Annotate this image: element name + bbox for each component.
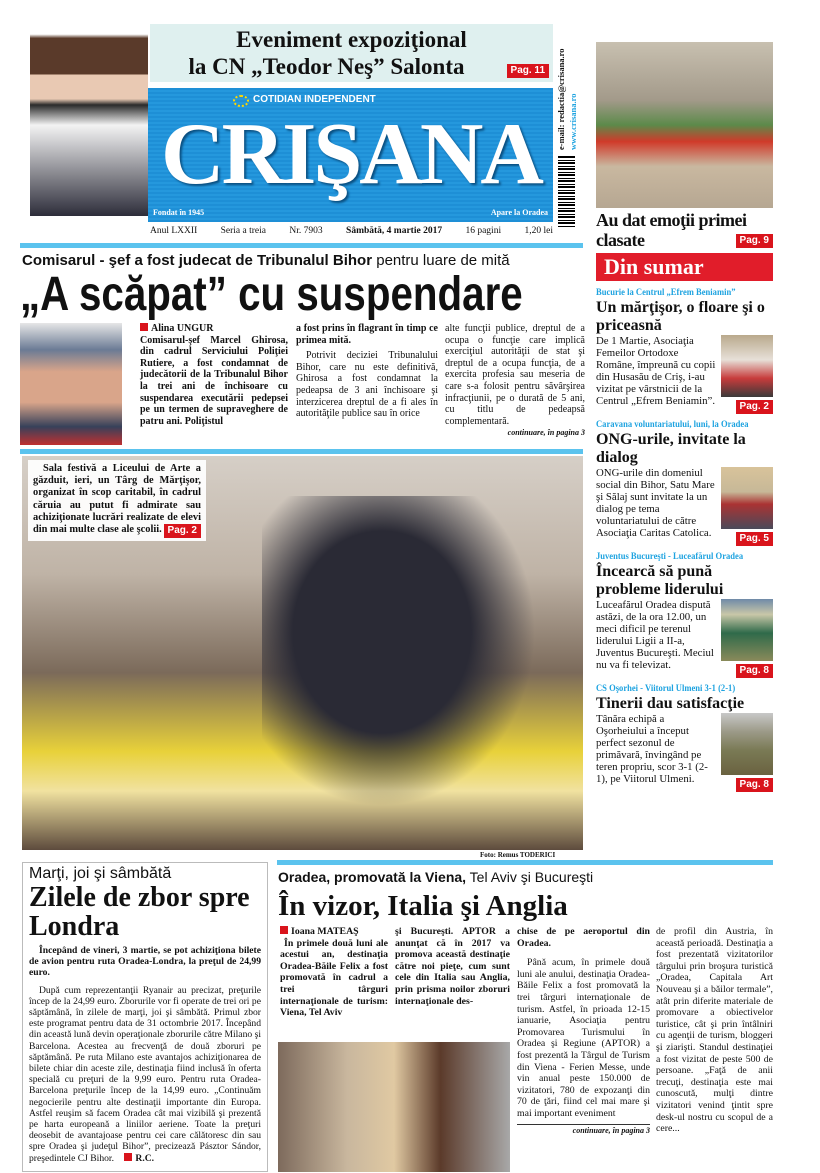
- headline: Zilele de zbor spre Londra: [29, 882, 250, 942]
- body-text: alte funcţii publice, dreptul de a ocupa o funcţie care implică exerciţiul autorităţii de stat şi dreptul de a ocupa funcţia, de a exercita profesia sau meseria de care s-a folosit pentru săvârşirea infracţiunii, pe o durată de 5 ani, cu titlu de pedeapsă complementară.: [445, 323, 585, 427]
- contact-vertical: [556, 30, 580, 150]
- tourism-fair-photo: [278, 1042, 510, 1172]
- masthead-title: CRIŞANA: [161, 106, 541, 203]
- issue-date: Sâmbătă, 4 martie 2017: [346, 226, 443, 236]
- teaser-line1: Eveniment expoziţional: [236, 27, 467, 52]
- lead-kicker: [22, 252, 510, 269]
- issue-info: [150, 225, 553, 237]
- headline: ONG-urile, invitate la dialog: [596, 431, 746, 466]
- continued-link[interactable]: continuare, în pagina 3: [507, 428, 585, 438]
- headline: Încearcă să pună probleme liderului: [596, 563, 724, 598]
- appears: Apare la Oradea: [490, 208, 548, 217]
- founded: Fondat în 1945: [153, 208, 205, 217]
- tourism-headline[interactable]: În vizor, Italia şi Anglia: [278, 890, 568, 922]
- lead-paragraph-bold: a fost prins în flagrant în timp ce primea mită.: [296, 323, 438, 346]
- lead-col3: [445, 323, 585, 439]
- page-ref[interactable]: Pag. 8: [736, 664, 773, 678]
- byline-marker-icon: [280, 926, 288, 934]
- byline-marker-icon: [140, 323, 148, 331]
- story-photo: [721, 599, 773, 661]
- kicker: Juventus Bucureşti - Luceafărul Oradea: [596, 552, 744, 562]
- text: De 1 Martie, Asociaţia Femeilor Ortodoxe Române, împreună cu copii din Husasău de Criş, i-au vizitat pe vârstnicii de la Centrul „Efrem Beniamin”.: [596, 335, 716, 407]
- kicker-bold: Comisarul - şef a fost judecat de Tribunalul Bihor: [22, 252, 373, 269]
- headline: Tinerii dau satisfacţie: [596, 695, 745, 712]
- story-photo: [721, 713, 773, 775]
- kicker-rest: pentru luare de mită: [372, 252, 510, 269]
- teaser-line2: la CN „Teodor Neş” Salonta: [188, 54, 465, 79]
- masthead-tagline: COTIDIAN INDEPENDENT: [253, 94, 376, 105]
- author: R.C.: [135, 1152, 155, 1164]
- story-photo: [721, 335, 773, 397]
- summary-list: [596, 287, 773, 792]
- issue-pages: 16 pagini: [465, 226, 502, 236]
- tourism-col4: [656, 926, 773, 1135]
- flights-story[interactable]: [22, 862, 268, 1172]
- photo-caption[interactable]: [28, 460, 206, 541]
- policeman-photo: [20, 323, 122, 445]
- story-photo: [721, 467, 773, 529]
- email-link[interactable]: e-mail: redactia@crisana.ro: [556, 48, 566, 150]
- kicker-rest: Tel Aviv şi Bucureşti: [466, 869, 594, 885]
- body-text: După cum reprezentanţii Ryanair au precizat, preţurile încep de la 24,99 euro. Zborurile vor fi operate de trei ori pe săptămână, în zilele de marţi, joi şi sâmbătă. Primul zbor este programat pentru data de 31 octombrie 2017. Începând din această lună devin operaţionale zborurile către Milano şi Barcelona. Acestea au frecvenţă de două zboruri pe săptămână. Pe ruta Milano este avantajos achiziţionarea de bilete chiar din aceste zile, destinaţia fiind inclusă în oferta specială cu preţuri de la 9,99 euro. Pentru ruta Oradea-Barcelona preţurile încep de la 14,99 euro. „Continuăm negocierile pentru alte destinaţii importante din Europa. Astfel reuşim să facem Oradea cât mai vizibilă şi prezentă pe harta europeană a liniilor aeriene. Toate la preţuri deosebit de avantajoase pentru cei care călătoresc din sau spre Oradea şi judeţul Bihor”, precizează Pásztor Sándor, preşedintele CJ Bihor. R.C.: [29, 984, 261, 1164]
- lead-text: Începând de vineri, 3 martie, se pot achiziţiona bilete de avion pentru ruta Oradea-Londra, la preţul de 24,99 euro.: [29, 945, 261, 979]
- issue-number: Nr. 7903: [289, 226, 323, 236]
- lead-paragraph: chise de pe aeroportul din Oradea.: [517, 926, 650, 949]
- kicker: Marţi, joi şi sâmbătă: [29, 865, 172, 882]
- byline: Ioana MATEAŞ: [291, 926, 359, 937]
- divider: [277, 860, 773, 865]
- continued-link[interactable]: continuare, în pagina 3: [517, 1124, 650, 1137]
- kicker: Bucurie la Centrul „Efrem Beniamin”: [596, 288, 736, 298]
- top-teaser[interactable]: [150, 24, 553, 82]
- summary-item[interactable]: [596, 683, 773, 792]
- page-ref[interactable]: Pag. 11: [507, 64, 549, 78]
- byline: Alina UNGUR: [140, 323, 288, 335]
- body-text: Până acum, în primele două luni ale anului, destinaţia Oradea-Băile Felix a fost promovată la trei târguri internaţionale de turism. Astfel, în prioada 12-15 ianuarie, Asociaţia pentru Promovarea Turismului în Oradea şi Regiune (APTOR) a fost prezentă la Târgul de Turism din Viena - Ferien Messe, unde vin anual peste 150.000 de vizitatori, 780 de expozanţi din 70 de ţări, fiind cel mai mare şi mai important eveniment: [517, 957, 650, 1119]
- text: ONG-urile din domeniul social din Bihor, Satu Mare şi Sălaj sunt invitate la un dialog pe tema voluntariatului de către Asociaţia Caritas Catolica.: [596, 467, 715, 539]
- page-ref[interactable]: Pag. 8: [736, 778, 773, 792]
- kicker-bold: Oradea, promovată la Viena,: [278, 869, 467, 885]
- page-ref[interactable]: Pag. 2: [164, 524, 201, 538]
- right-top-story[interactable]: [596, 210, 773, 250]
- web-link[interactable]: www.crisana.ro: [568, 93, 578, 150]
- author-marker-icon: [124, 1153, 132, 1161]
- lead-col2: [296, 323, 438, 420]
- lead-paragraph: Comisarul-şef Marcel Ghirosa, din cadrul Serviciului Poliţiei Rutiere, a fost condamnat de judecătorii de la Tribunalul Bihor la trei ani de închisoare cu suspendarea executării pedepsei pe un termen de supraveghere de patru ani. Poliţistul: [140, 334, 288, 427]
- lead-headline[interactable]: „A scăpat” cu suspendare: [20, 268, 523, 321]
- tourism-col2: [395, 926, 510, 1007]
- summary-header: Din sumar: [596, 253, 773, 281]
- issue-series: Seria a treia: [220, 226, 266, 236]
- divider: [20, 449, 583, 454]
- kicker: Caravana voluntariatului, luni, la Oradea: [596, 420, 749, 430]
- headline: Un mărţişor, o floare şi o priceasnă: [596, 299, 765, 334]
- body-text: Potrivit deciziei Tribunalului Bihor, care nu este definitivă, Ghirosa a fost condamnat la pedeapsa de 3 ani închisoare şi interzicerea dreptul de a fi ales în autorităţile publice sau în orice: [296, 350, 438, 420]
- page-ref[interactable]: Pag. 2: [736, 400, 773, 414]
- divider: [20, 243, 583, 248]
- text: Tânăra echipă a Oşorheiului a început perfect sezonul de primăvară, învingând pe teren propriu, scor 3-1 (2-1), pe Viitorul Ulmeni.: [596, 713, 708, 785]
- text: Luceafărul Oradea dispută astăzi, de la ora 12.00, un meci dificil pe terenul liderului Ligii a II-a, Juventus Bucureşti. Meciul nu va fi televizat.: [596, 599, 714, 671]
- lead-col1: [140, 323, 288, 427]
- tourism-col3: [517, 926, 650, 1136]
- summary-item[interactable]: [596, 551, 773, 678]
- cover-model-photo: [30, 14, 148, 216]
- body-text: de profil din Austria, în această perioadă. Destinaţia a fost prezentată vizitatorilor târgului prin broşura turistică „Oradea, Capitala Art Nouveau şi a băilor termale”, atât prin diferite materiale de promovare a obiectivelor turistice, cât şi prin întâlniri cu agenţii de turism, bloggeri şi ziarişti. Standul destinaţiei a fost vizitat de peste 500 de persoane. „Faţă de anii trecuţi, destinaţia este mai cunoscută, mulţi dintre vizitatori venind ţintit spre desk-ul nostru cu scopul de a cere...: [656, 926, 773, 1135]
- lead-paragraph: În primele două luni ale acestui an, destinaţia Oradea-Băile Felix a fost promovată în cadrul a trei târguri internaţionale de turism: Viena, Tel Aviv: [280, 937, 388, 1019]
- page-ref[interactable]: Pag. 9: [736, 234, 773, 248]
- tourism-col1: [280, 926, 388, 1019]
- summary-item[interactable]: [596, 287, 773, 414]
- photo-credit: Foto: Remus TODERICI: [480, 851, 556, 859]
- issue-year: Anul LXXII: [150, 226, 198, 236]
- headline: Au dat emoţii primei clasate: [596, 210, 747, 250]
- summary-item[interactable]: [596, 419, 773, 546]
- tourism-kicker: [278, 869, 593, 886]
- handball-photo: [596, 42, 773, 208]
- page-ref[interactable]: Pag. 5: [736, 532, 773, 546]
- masthead: [148, 88, 553, 222]
- issue-price: 1,20 lei: [524, 226, 553, 236]
- lead-paragraph: şi Bucureşti. APTOR a anunţat că în 2017 va promova această destinaţie către noi pieţe, cum sunt cele din Italia sau Anglia, prin prisma noilor zboruri internaţionale des-: [395, 926, 510, 1007]
- barcode: [558, 155, 575, 227]
- caption-text: Sala festivă a Liceului de Arte a găzduit, ieri, un Târg de Mărţişor, organizat în scop caritabil, în cadrul căruia au putut fi admirate sau achiziţionate lucrări realizate de elevi din mai multe clase ale şcolii. Pag. 2: [33, 463, 201, 537]
- kicker: CS Oşorhei - Viitorul Ulmeni 3-1 (2-1): [596, 684, 736, 694]
